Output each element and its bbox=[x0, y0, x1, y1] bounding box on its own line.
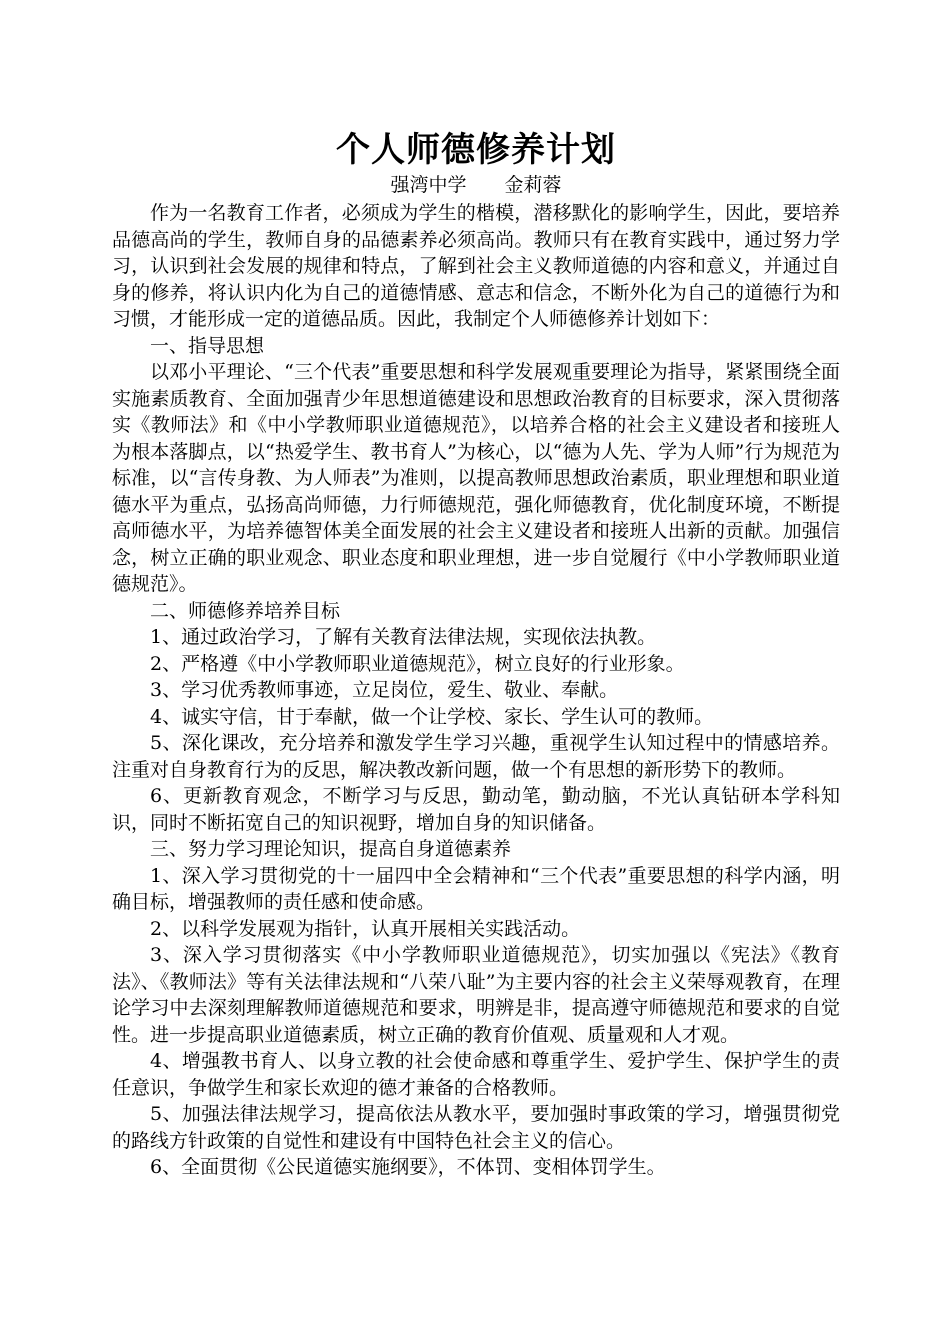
goal-item-6: 6、更新教育观念，不断学习与反思，勤动笔，勤动脑，不光认真钻研本学科知识，同时不断拓宽自己的知识视野，增加自身的知识储备。 bbox=[112, 785, 840, 834]
author-byline: 强湾中学 金莉蓉 bbox=[390, 174, 562, 196]
goal-item-1: 1、通过政治学习，了解有关教育法律法规，实现依法执教。 bbox=[150, 626, 657, 648]
study-item-4: 4、增强教书育人、以身立教的社会使命感和尊重学生、爱护学生、保护学生的责任意识，争做学生和家长欢迎的德才兼备的合格教师。 bbox=[112, 1050, 840, 1099]
study-item-3: 3、深入学习贯彻落实《中小学教师职业道德规范》，切实加强以《宪法》《教育法》、《教师法》等有关法律法规和“八荣八耻”为主要内容的社会主义荣辱观教育，在理论学习中去深刻理解教师道德规范和要求，明辨是非，提高遵守师德规范和要求的自觉性。进一步提高职业道德素质，树立正确的教育价值观、质量观和人才观。 bbox=[112, 944, 840, 1046]
goal-item-5: 5、深化课改，充分培养和激发学生学习兴趣，重视学生认知过程中的情感培养。注重对自身教育行为的反思，解决教改新问题，做一个有思想的新形势下的教师。 bbox=[112, 732, 840, 781]
intro-paragraph: 作为一名教育工作者，必须成为学生的楷模，潜移默化的影响学生，因此，要培养品德高尚的学生，教师自身的品德素养必须高尚。教师只有在教育实践中，通过努力学习，认识到社会发展的规律和特点，了解到社会主义教师道德的内容和意义，并通过自身的修养，将认识内化为自己的道德情感、意志和信念，不断外化为自己的道德行为和习惯，才能形成一定的道德品质。因此，我制定个人师德修养计划如下： bbox=[112, 202, 840, 330]
section-heading-3: 三、努力学习理论知识，提高自身道德素养 bbox=[150, 838, 512, 860]
section-heading-2: 二、师德修养培养目标 bbox=[150, 599, 341, 622]
document-title: 个人师德修养计划 bbox=[336, 130, 616, 170]
document-page bbox=[112, 128, 840, 1181]
section-1-paragraph: 以邓小平理论、“三个代表”重要思想和科学发展观重要理论为指导，紧紧围绕全面实施素质教育、全面加强青少年思想道德建设和思想政治教育的目标要求，深入贯彻落实《教师法》和《中小学教师职业道德规范》，以培养合格的社会主义建设者和接班人为根本落脚点，以“热爱学生、教书育人”为核心，以“德为人先、学为人师”行为规范为标准，以“言传身教、为人师表”为准则，以提高教师思想政治素质，职业理想和职业道德水平为重点，弘扬高尚师德，力行师德规范，强化师德教育，优化制度环境，不断提高师德水平，为培养德智体美全面发展的社会主义建设者和接班人出新的贡献。加强信念，树立正确的职业观念、职业态度和职业理想，进一步自觉履行《中小学教师职业道德规范》。 bbox=[112, 361, 840, 595]
goal-item-4: 4、诚实守信，甘于奉献，做一个让学校、家长、学生认可的教师。 bbox=[150, 705, 714, 728]
study-item-5: 5、加强法律法规学习，提高依法从教水平，要加强时事政策的学习，增强贯彻党的路线方针政策的自觉性和建设有中国特色社会主义的信心。 bbox=[112, 1103, 840, 1152]
study-item-6: 6、全面贯彻《公民道德实施纲要》，不体罚、变相体罚学生。 bbox=[150, 1156, 666, 1178]
document-body bbox=[112, 200, 840, 1181]
section-heading-1: 一、指导思想 bbox=[150, 334, 265, 357]
goal-item-3: 3、学习优秀教师事迹，立足岗位，爱生、敬业、奉献。 bbox=[150, 679, 619, 701]
study-item-1: 1、深入学习贯彻党的十一届四中全会精神和“三个代表”重要思想的科学内涵，明确目标，增强教师的责任感和使命感。 bbox=[112, 864, 840, 913]
study-item-2: 2、以科学发展观为指针，认真开展相关实践活动。 bbox=[150, 917, 581, 940]
goal-item-2: 2、严格遵《中小学教师职业道德规范》，树立良好的行业形象。 bbox=[150, 652, 685, 675]
